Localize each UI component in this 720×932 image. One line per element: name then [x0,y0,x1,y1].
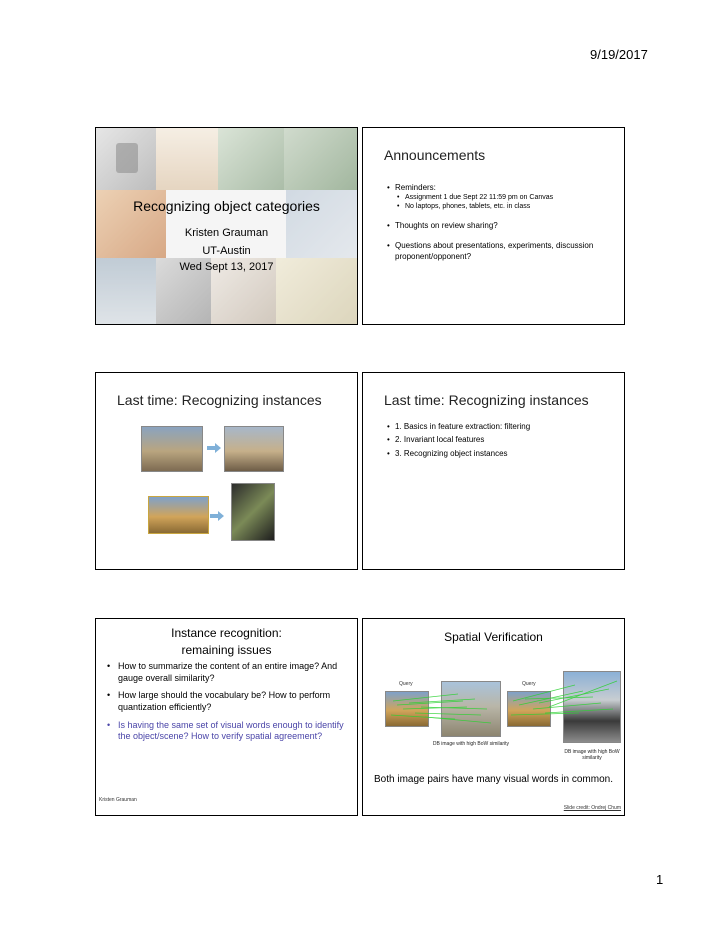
bullet-reminders: • Reminders: [387,183,612,193]
caption-left: DB image with high BoW similarity [432,741,510,747]
slide-announcements [362,127,625,325]
query-label-right: Query [522,681,536,687]
slide-heading: Announcements [384,147,486,163]
bullet-questions: • Questions about presentations, experiments, discussion proponent/opponent? [387,241,612,263]
credit: Kristen Grauman [99,797,137,803]
slide-remaining-issues [95,618,358,816]
match-lines [363,619,625,816]
query-label-left: Query [399,681,413,687]
caption-right: DB image with high BoW similarity [564,749,620,761]
arrow-right-icon [210,511,224,521]
slide-heading: Instance recognition: remaining issues [171,626,282,658]
bridge-photo-2 [224,426,284,472]
slide-heading: Spatial Verification [444,630,543,644]
slide-last-time-images [95,372,358,570]
bullet-no-devices: • No laptops, phones, tablets, etc. in class [387,202,612,211]
arrow-right-icon [207,443,221,453]
window-photo [231,483,275,541]
bullet-assignment: • Assignment 1 due Sept 22 11:59 pm on Canvas [387,193,612,202]
bullet-summarize: • How to summarize the content of an entire image? And gauge overall similarity? [106,661,346,684]
page-date: 9/19/2017 [590,47,648,62]
slide-heading: Last time: Recognizing instances [117,392,322,408]
bullet-review-sharing: • Thoughts on review sharing? [387,221,612,231]
author: Kristen Grauman [184,227,269,239]
credit: Slide credit: Ondrej Chum [563,805,621,811]
page-number: 1 [656,872,664,887]
list-item: • 2. Invariant local features [387,435,612,445]
lecture-date: Wed Sept 13, 2017 [179,261,274,273]
list-item: • 3. Recognizing object instances [387,449,612,459]
bullet-spatial: • Is having the same set of visual words enough to identify the object/scene? How to verify spatial agreement? [106,720,346,743]
affiliation: UT-Austin [202,245,251,257]
bridge-photo [141,426,203,472]
slide-last-time-list [362,372,625,570]
list-item: • 1. Basics in feature extraction: filtering [387,422,612,432]
summary-text: Both image pairs have many visual words in common. [374,774,613,785]
slide-title [95,127,358,325]
slide-heading: Last time: Recognizing instances [384,392,589,408]
radcliffe-photo [148,496,209,534]
slide-heading: Recognizing object categories [133,198,320,214]
slide-spatial-verification [362,618,625,816]
bullet-vocabulary: • How large should the vocabulary be? How to perform quantization efficiently? [106,690,346,713]
